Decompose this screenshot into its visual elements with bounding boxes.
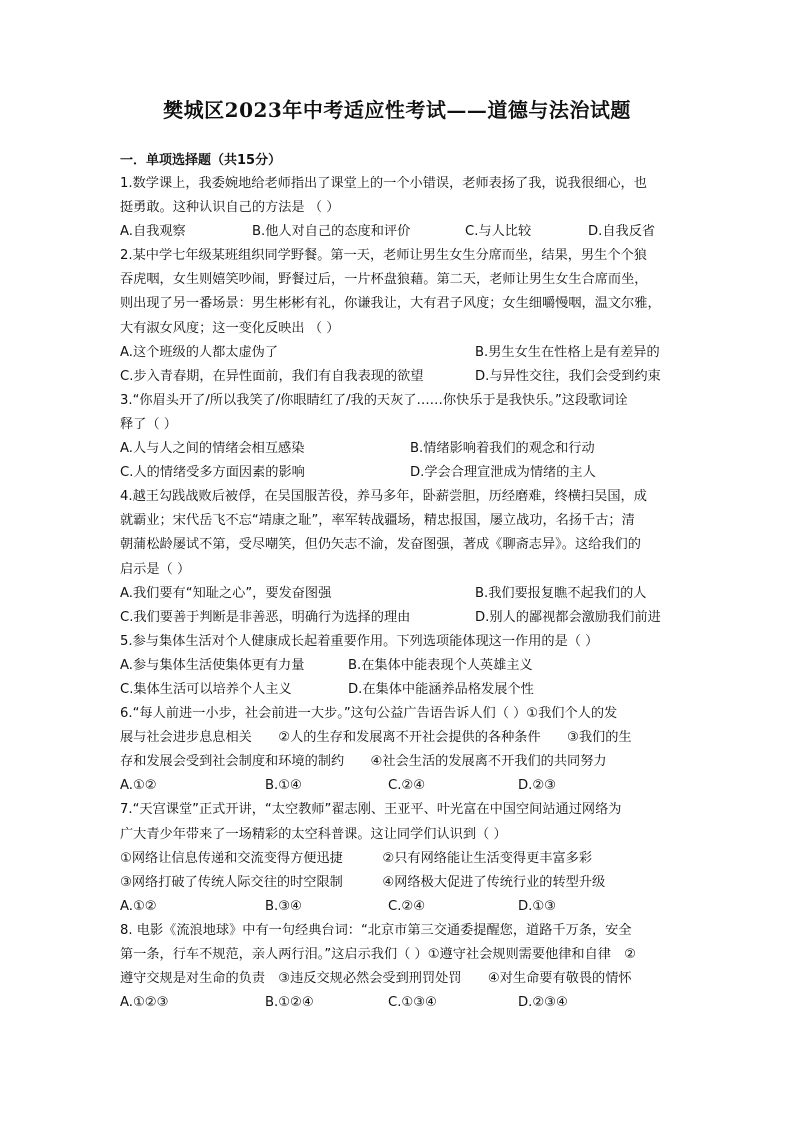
answer-option: A.参与集体生活使集体更有力量: [120, 657, 305, 673]
answer-option: C.②④: [388, 778, 426, 794]
answer-option: B.①④: [265, 778, 302, 794]
question-6: [120, 702, 680, 798]
question-stem-line: 展与社会进步息息相关 ②人的生存和发展离不开社会提供的各种条件 ③我们的生: [120, 730, 632, 746]
answer-option: D.与异性交往，我们会受到约束: [475, 368, 661, 384]
question-stem-line: 挺勇敢。这种认识自己的方法是 （ ）: [120, 200, 340, 216]
option-row: [120, 774, 680, 798]
question-stem-line: 大有淑女风度；这一变化反映出 （ ）: [120, 320, 340, 336]
question-5: [120, 630, 680, 702]
answer-option: B.我们要报复瞧不起我们的人: [475, 585, 647, 601]
question-stem-line: 朝蒲松龄屡试不第，受尽嘲笑，但仍矢志不渝，发奋图强，著成《聊斋志异》。这给我们的: [120, 537, 641, 553]
answer-option: B.在集体中能表现个人英雄主义: [348, 657, 533, 673]
option-row: [120, 991, 680, 1015]
answer-option: D.学会合理宣泄成为情绪的主人: [410, 465, 596, 481]
option-row: [120, 220, 680, 244]
answer-option: D.在集体中能涵养品格发展个性: [348, 681, 534, 697]
answer-option: A.①②: [120, 898, 157, 914]
question-stem-line: 遵守交规是对生命的负责 ③违反交规必然会受到刑罚处罚 ④对生命要有敬畏的情怀: [120, 971, 632, 987]
answer-option: A.①②: [120, 778, 157, 794]
question-stem-line: 5.参与集体生活对个人健康成长起着重要作用。下列选项能体现这一作用的是（ ）: [120, 633, 599, 649]
question-stem-line: ③网络打破了传统人际交往的时空限制 ④网络极大促进了传统行业的转型升级: [120, 874, 606, 890]
question-stem-line: 6.“每人前进一小步，社会前进一大步。”这句公益广告语告诉人们（ ）①我们个人的发: [120, 706, 618, 722]
answer-option: D.自我反省: [588, 224, 656, 240]
question-7: [120, 798, 680, 918]
question-stem-line: 2.某中学七年级某班组织同学野餐。第一天，老师让男生女生分席而坐，结果，男生个个狼: [120, 248, 647, 264]
answer-option: C.步入青春期，在异性面前，我们有自我表现的欲望: [120, 368, 424, 384]
answer-option: B.情绪影响着我们的观念和行动: [410, 441, 595, 457]
question-4: [120, 485, 680, 630]
option-row: [120, 582, 680, 606]
question-stem-line: 广大青少年带来了一场精彩的太空科普课。这让同学们认识到（ ）: [120, 826, 507, 842]
question-stem-line: 1.数学课上，我委婉地给老师指出了课堂上的一个小错误，老师表扬了我，说我很细心，也: [120, 176, 647, 191]
question-3: [120, 389, 680, 485]
option-row: [120, 895, 680, 919]
answer-option: A.①②③: [120, 995, 169, 1011]
question-stem-line: 存和发展会受到社会制度和环境的制约 ④社会生活的发展离不开我们的共同努力: [120, 754, 607, 770]
question-stem-line: 7.“天宫课堂”正式开讲，“太空教师”翟志刚、王亚平、叶光富在中国空间站通过网络为: [120, 802, 622, 818]
question-stem-line: 吞虎咽，女生则嬉笑吵闹，野餐过后，一片杯盘狼藉。第二天，老师让男生女生合席而坐，: [120, 272, 648, 288]
answer-option: B.③④: [265, 898, 302, 914]
option-row: [120, 654, 680, 678]
question-stem-line: 第一条，行车不规范，亲人两行泪。”这启示我们（ ）①遵守社会规则需要他律和自律 ②: [120, 947, 637, 962]
answer-option: D.①③: [518, 898, 556, 914]
question-stem-line: 3.“你眉头开了/所以我笑了/你眼睛红了/我的天灰了……你快乐于是我快乐。”这段歌词诠: [120, 392, 628, 408]
question-stem-line: 4.越王勾践战败后被俘，在吴国服苦役，养马多年，卧薪尝胆，历经磨难，终横扫吴国，成: [120, 489, 647, 505]
question-2: [120, 244, 680, 389]
answer-option: A.自我观察: [120, 224, 186, 240]
option-row: [120, 461, 680, 485]
answer-option: A.我们要有“知耻之心”，要发奋图强: [120, 585, 332, 601]
section-heading: 一．单项选择题（共15分）: [120, 153, 282, 168]
page-title: 樊城区2023年中考适应性考试——道德与法治试题: [163, 98, 631, 122]
answer-option: B.他人对自己的态度和评价: [252, 224, 411, 240]
answer-option: C.②④: [388, 898, 426, 914]
question-list: [120, 172, 680, 1015]
question-stem-line: 8. 电影《流浪地球》中有一句经典台词：“北京市第三交通委提醒您，道路千万条，安全: [120, 922, 632, 938]
answer-option: D.别人的鄙视都会激励我们前进: [475, 609, 661, 625]
question-stem-line: 启示是（ ）: [120, 561, 191, 577]
answer-option: D.②③④: [518, 995, 568, 1011]
answer-option: C.集体生活可以培养个人主义: [120, 681, 292, 697]
answer-option: D.②③: [518, 778, 556, 794]
question-8: [120, 919, 680, 1015]
question-stem-line: 就霸业；宋代岳飞不忘“靖康之耻”，率军转战疆场，精忠报国，屡立战功，名扬千古；清: [120, 513, 635, 529]
question-stem-line: 则出现了另一番场景：男生彬彬有礼，你谦我让，大有君子风度；女生细嚼慢咽，温文尔雅，: [120, 296, 661, 312]
option-row: [120, 365, 680, 389]
answer-option: B.①②④: [265, 995, 314, 1011]
option-row: [120, 437, 680, 461]
answer-option: A.人与人之间的情绪会相互感染: [120, 441, 305, 457]
answer-option: B.男生女生在性格上是有差异的: [475, 344, 660, 360]
option-row: [120, 678, 680, 702]
answer-option: C.与人比较: [465, 224, 532, 240]
answer-option: C.①③④: [388, 995, 437, 1011]
option-row: [120, 341, 680, 365]
question-1: [120, 172, 680, 244]
answer-option: C.人的情绪受多方面因素的影响: [120, 465, 305, 481]
question-stem-line: ①网络让信息传递和交流变得方便迅捷 ②只有网络能让生活变得更丰富多彩: [120, 850, 593, 866]
question-stem-line: 释了（ ）: [120, 416, 177, 432]
option-row: [120, 606, 680, 630]
answer-option: C.我们要善于判断是非善恶，明确行为选择的理由: [120, 609, 411, 625]
answer-option: A.这个班级的人都太虚伪了: [120, 344, 279, 360]
